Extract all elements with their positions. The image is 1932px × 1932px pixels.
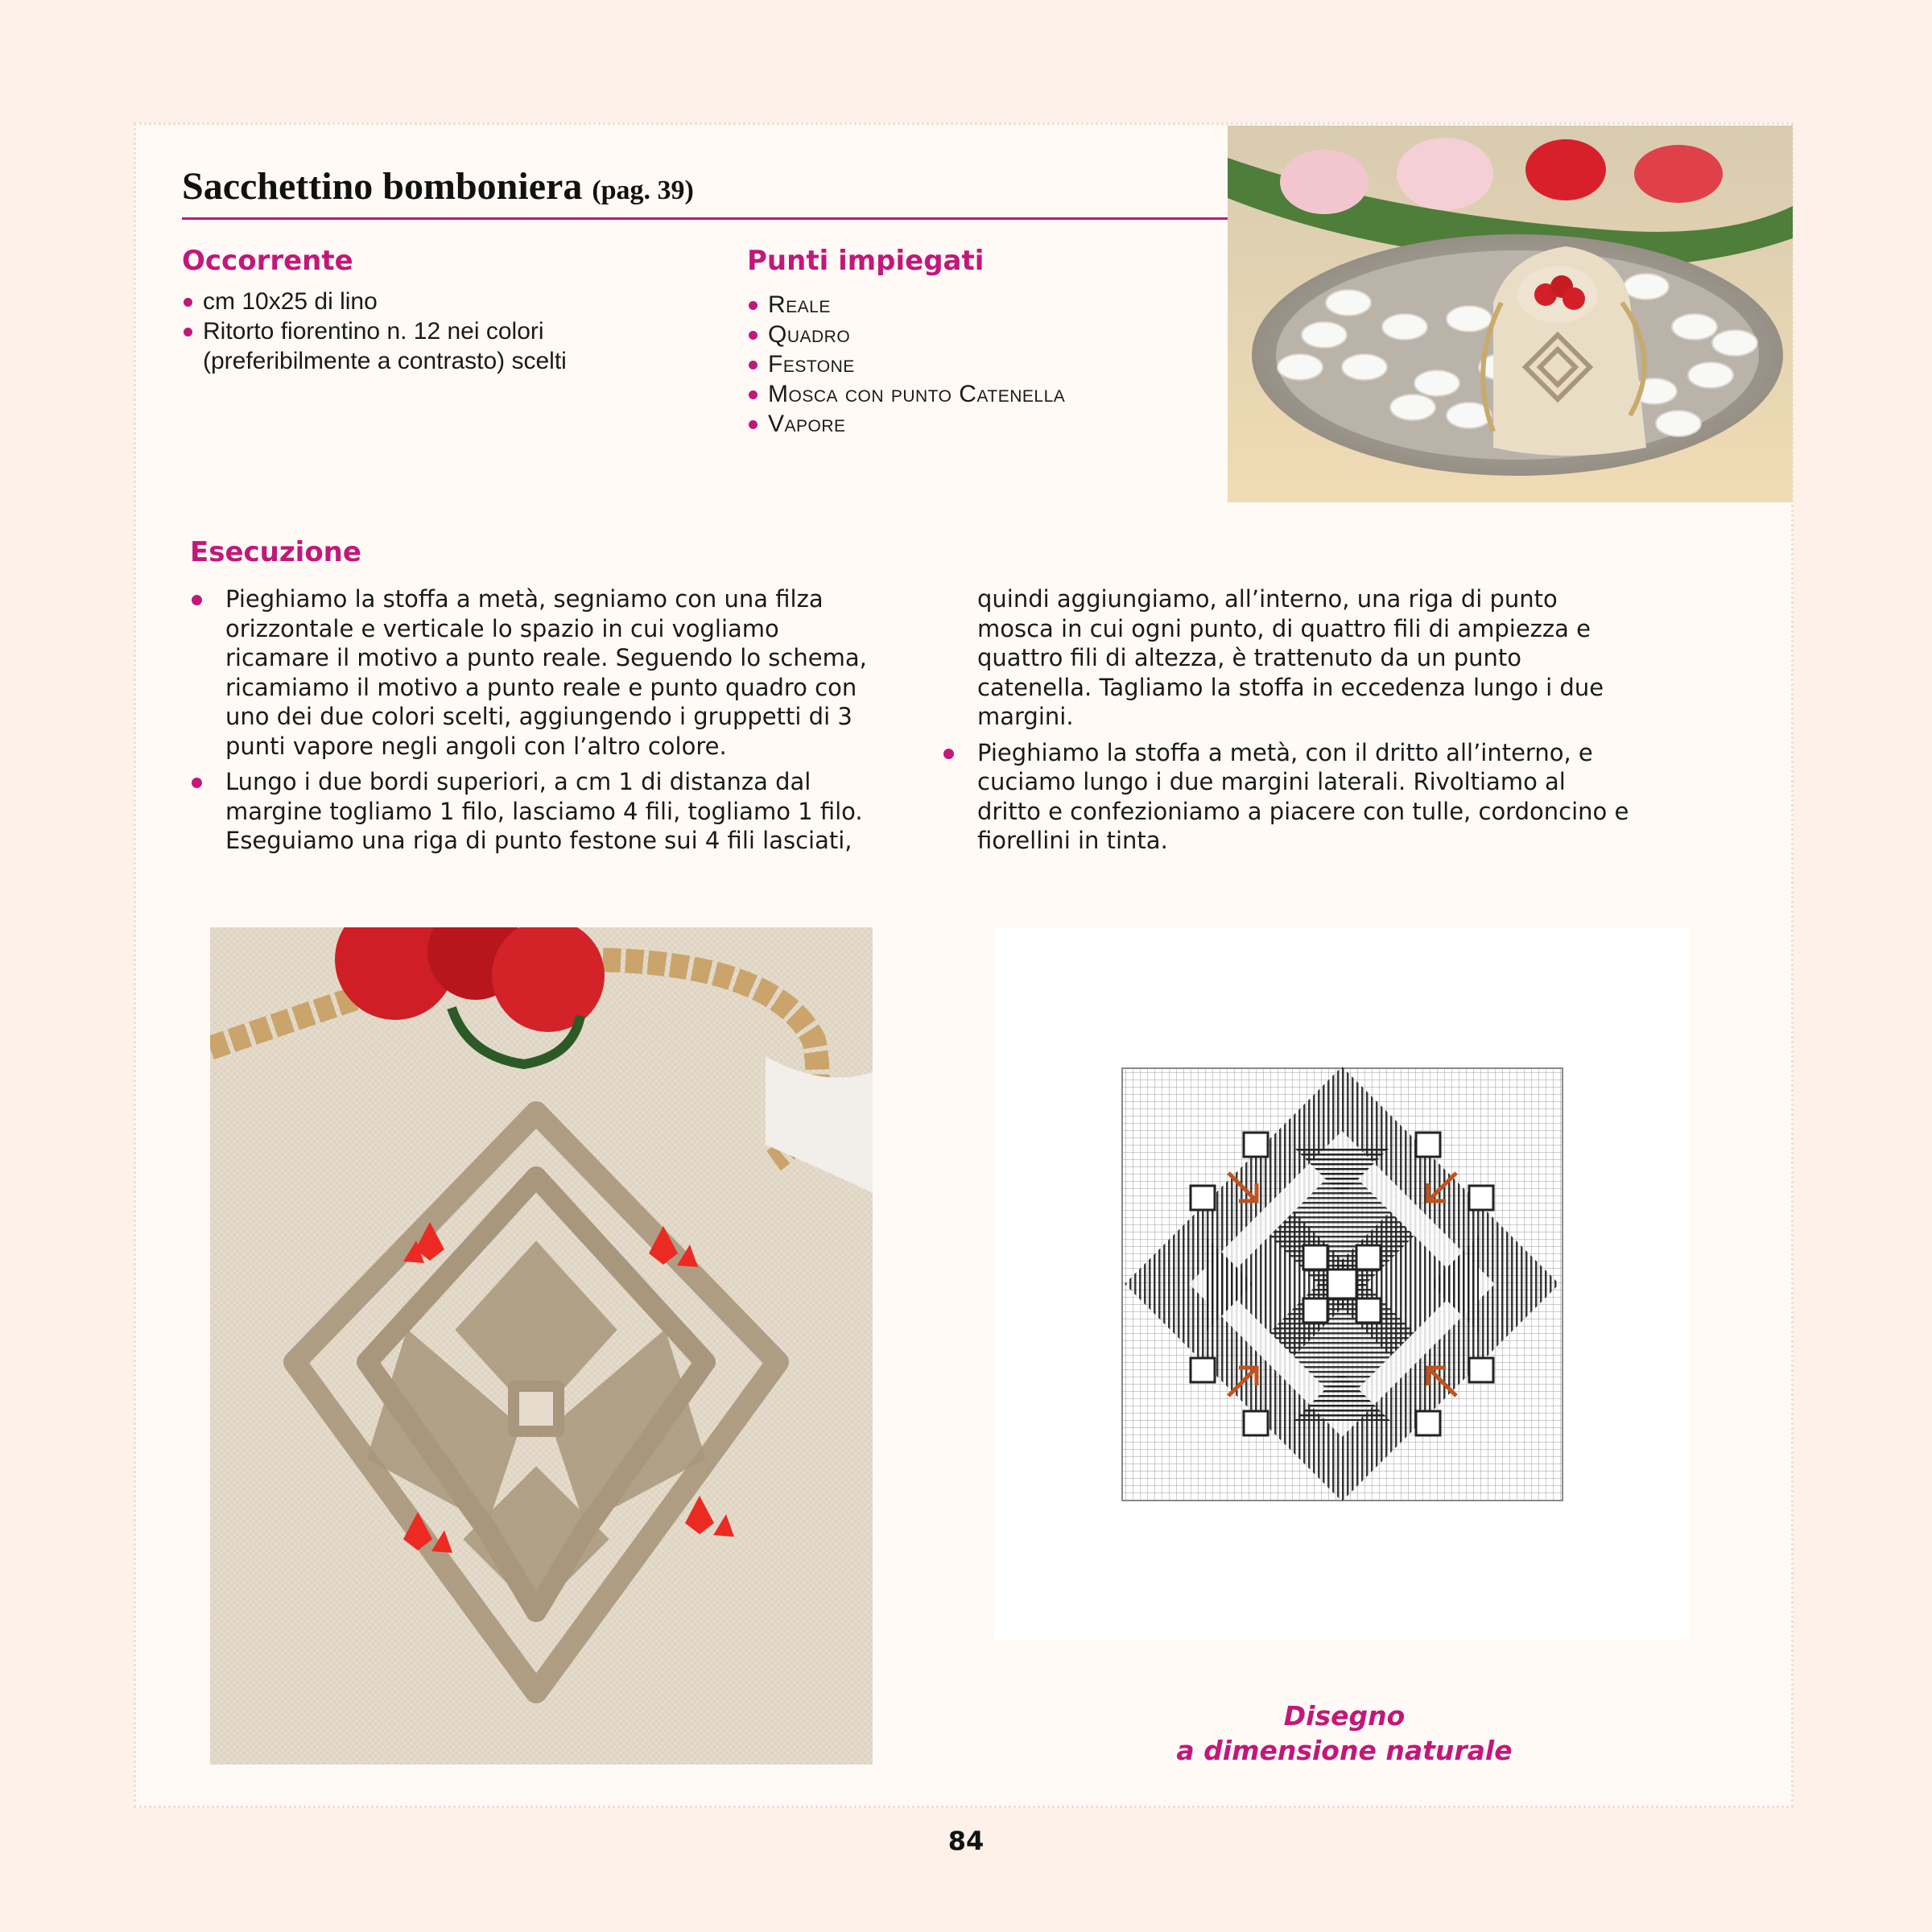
chart-caption <box>1167 1699 1521 1768</box>
occorrente-item-cont <box>182 346 713 376</box>
title-rule <box>182 161 1228 220</box>
occorrente-item: cm 10x25 di lino <box>182 287 713 316</box>
photo-embroidery-closeup <box>210 927 873 1765</box>
punti-item: Reale <box>747 290 1198 320</box>
esecuzione-step: Pieghiamo la stoffa a metà, con il dritto all’interno, e cuciamo lungo i due margini laterali. Rivoltiamo al dritto e confezioniamo a piacere con tulle, cordoncino e fiorellini in tinta. <box>942 738 1634 856</box>
esecuzione-col2 <box>942 584 1634 862</box>
title-text: Sacchettino bomboniera <box>182 165 583 208</box>
esecuzione-col1 <box>190 584 882 862</box>
occorrente-heading: Occorrente <box>182 245 353 277</box>
page-title <box>182 164 694 208</box>
pattern-chart-panel <box>995 927 1689 1641</box>
esecuzione-heading: Esecuzione <box>190 536 361 568</box>
photo-tray-confetti <box>1228 126 1793 502</box>
punti-item: Quadro <box>747 320 1198 349</box>
punti-item: Festone <box>747 349 1198 379</box>
punti-list <box>747 290 1198 439</box>
page-number: 84 <box>947 1826 985 1856</box>
esecuzione-step: Lungo i due bordi superiori, a cm 1 di distanza dal margine togliamo 1 filo, lasciamo 4 fili, togliamo 1 filo. Eseguiamo una riga di punto festone sui 4 fili lasciati, <box>190 767 882 856</box>
title-page-ref: (pag. 39) <box>592 175 694 205</box>
occorrente-item-text: (preferibilmente a contrasto) scelti <box>203 348 567 374</box>
punti-heading: Punti impiegati <box>747 245 985 277</box>
punti-item: Vapore <box>747 409 1198 439</box>
esecuzione-step: Pieghiamo la stoffa a metà, segniamo con una filza orizzontale e verticale lo spazio in cui vogliamo ricamare il motivo a punto reale. Seguendo lo schema, ricamiamo il motivo a punto reale e punto quadro con uno dei due colori scelti, aggiungendo i gruppetti di 3 punti vapore negli angoli con l’altro colore. <box>190 584 882 761</box>
occorrente-item: Ritorto fiorentino n. 12 nei colori <box>182 316 713 346</box>
esecuzione-step-continued: quindi aggiungiamo, all’interno, una riga di punto mosca in cui ogni punto, di quattro fili di ampiezza e quattro fili di altezza, è trattenuto da un punto catenella. Tagliamo la stoffa in eccedenza lungo i due margini. <box>977 585 1604 730</box>
punti-item: Mosca con punto Catenella <box>747 379 1198 409</box>
occorrente-list <box>182 287 713 376</box>
caption-line-2: a dimensione naturale <box>1176 1735 1513 1766</box>
caption-line-1: Disegno <box>1283 1700 1406 1732</box>
